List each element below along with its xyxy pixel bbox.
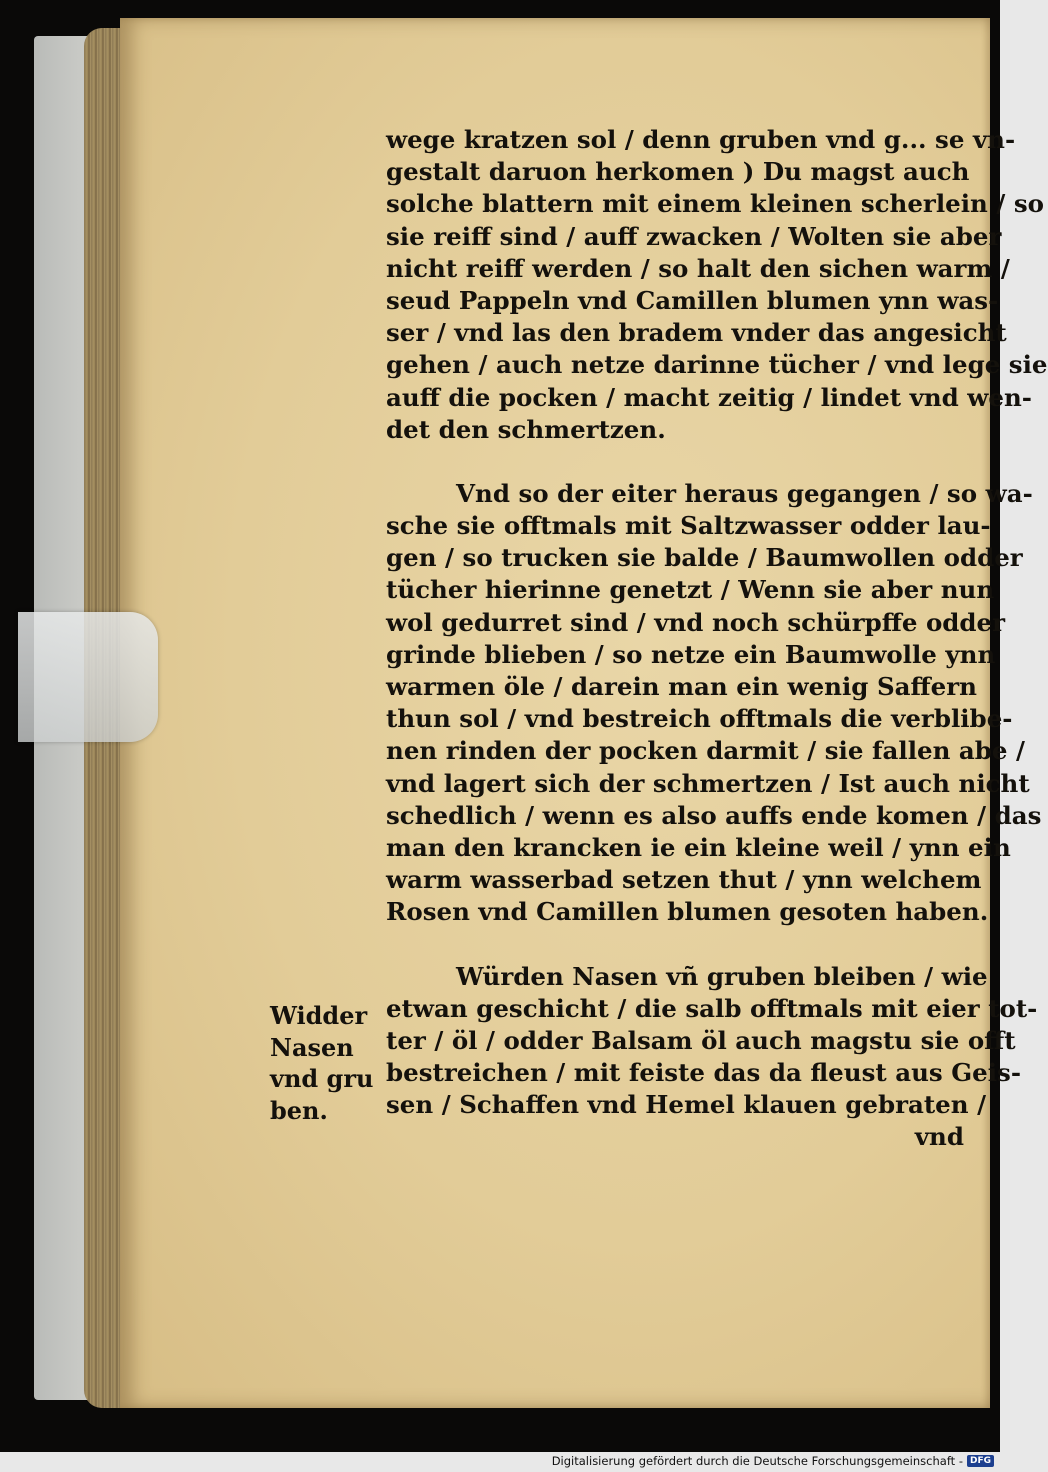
text-line: sen / Schaffen vnd Hemel klauen gebraten / bbox=[386, 1090, 987, 1120]
text-line: Würden Nasen vñ gruben bleiben / wie bbox=[456, 961, 988, 991]
main-text-block bbox=[386, 124, 1048, 1154]
marginal-line: Nasen bbox=[270, 1032, 354, 1062]
digitization-credit bbox=[552, 1452, 994, 1470]
text-line: thun sol / vnd bestreich offtmals die verblibe- bbox=[386, 704, 1013, 734]
text-line: schedlich / wenn es also auffs ende komen / das bbox=[386, 800, 1042, 830]
text-line: vnd lagert sich der schmertzen / Ist auch nicht bbox=[386, 768, 1030, 798]
marginal-line: vnd gru bbox=[270, 1064, 374, 1094]
dfg-logo-icon: DFG bbox=[967, 1455, 994, 1467]
text-line: wol gedurret sind / vnd noch schürpffe odder bbox=[386, 607, 1006, 637]
text-line: gen / so trucken sie balde / Baumwollen odder bbox=[386, 543, 1023, 573]
text-line: wege kratzen sol / denn gruben vnd g... se vn- bbox=[386, 125, 1016, 154]
text-line: nicht reiff werden / so halt den sichen warm / bbox=[386, 253, 1010, 283]
bookmark-tab bbox=[18, 612, 158, 742]
marginal-line: ben. bbox=[270, 1095, 328, 1125]
credit-text: Digitalisierung gefördert durch die Deutsche Forschungsgemeinschaft - bbox=[551, 1454, 963, 1468]
text-line: grinde blieben / so netze ein Baumwolle ynn bbox=[386, 639, 996, 669]
text-line: gehen / auch netze darinne tücher / vnd lege sie bbox=[386, 350, 1048, 380]
text-line: etwan geschicht / die salb offtmals mit eier tot- bbox=[386, 993, 1038, 1023]
marginal-note bbox=[270, 1000, 380, 1126]
text-line: auff die pocken / macht zeitig / lindet vnd wen- bbox=[386, 382, 1032, 412]
text-line: man den krancken ie ein kleine weil / ynn ein bbox=[386, 832, 1011, 862]
text-line: warm wasserbad setzen thut / ynn welchem bbox=[386, 865, 982, 895]
text-line: solche blattern mit einem kleinen scherlein / so bbox=[386, 189, 1044, 219]
text-line: ser / vnd las den bradem vnder das angesicht bbox=[386, 318, 1007, 348]
text-line: ter / öl / odder Balsam öl auch magstu sie offt bbox=[386, 1025, 1016, 1055]
text-line: sche sie offtmals mit Saltzwasser odder lau- bbox=[386, 511, 991, 541]
text-line: bestreichen / mit feiste das da fleust aus Geis- bbox=[386, 1058, 1022, 1088]
text-line: tücher hierinne genetzt / Wenn sie aber nun bbox=[386, 575, 995, 605]
text-line: Rosen vnd Camillen blumen gesoten haben. bbox=[386, 897, 989, 927]
text-line: nen rinden der pocken darmit / sie fallen abe / bbox=[386, 736, 1025, 766]
text-line: Vnd so der eiter heraus gegangen / so wa- bbox=[456, 478, 1033, 508]
text-line: det den schmertzen. bbox=[386, 414, 666, 444]
text-line: gestalt daruon herkomen ) Du magst auch bbox=[386, 157, 970, 187]
text-line: warmen öle / darein man ein wenig Saffern bbox=[386, 672, 977, 701]
catchword: vnd bbox=[914, 1122, 964, 1152]
text-line: sie reiff sind / auff zwacken / Wolten sie aber bbox=[386, 221, 1002, 251]
marginal-line: Widder bbox=[270, 1001, 368, 1030]
text-line: seud Pappeln vnd Camillen blumen ynn was- bbox=[386, 285, 999, 315]
